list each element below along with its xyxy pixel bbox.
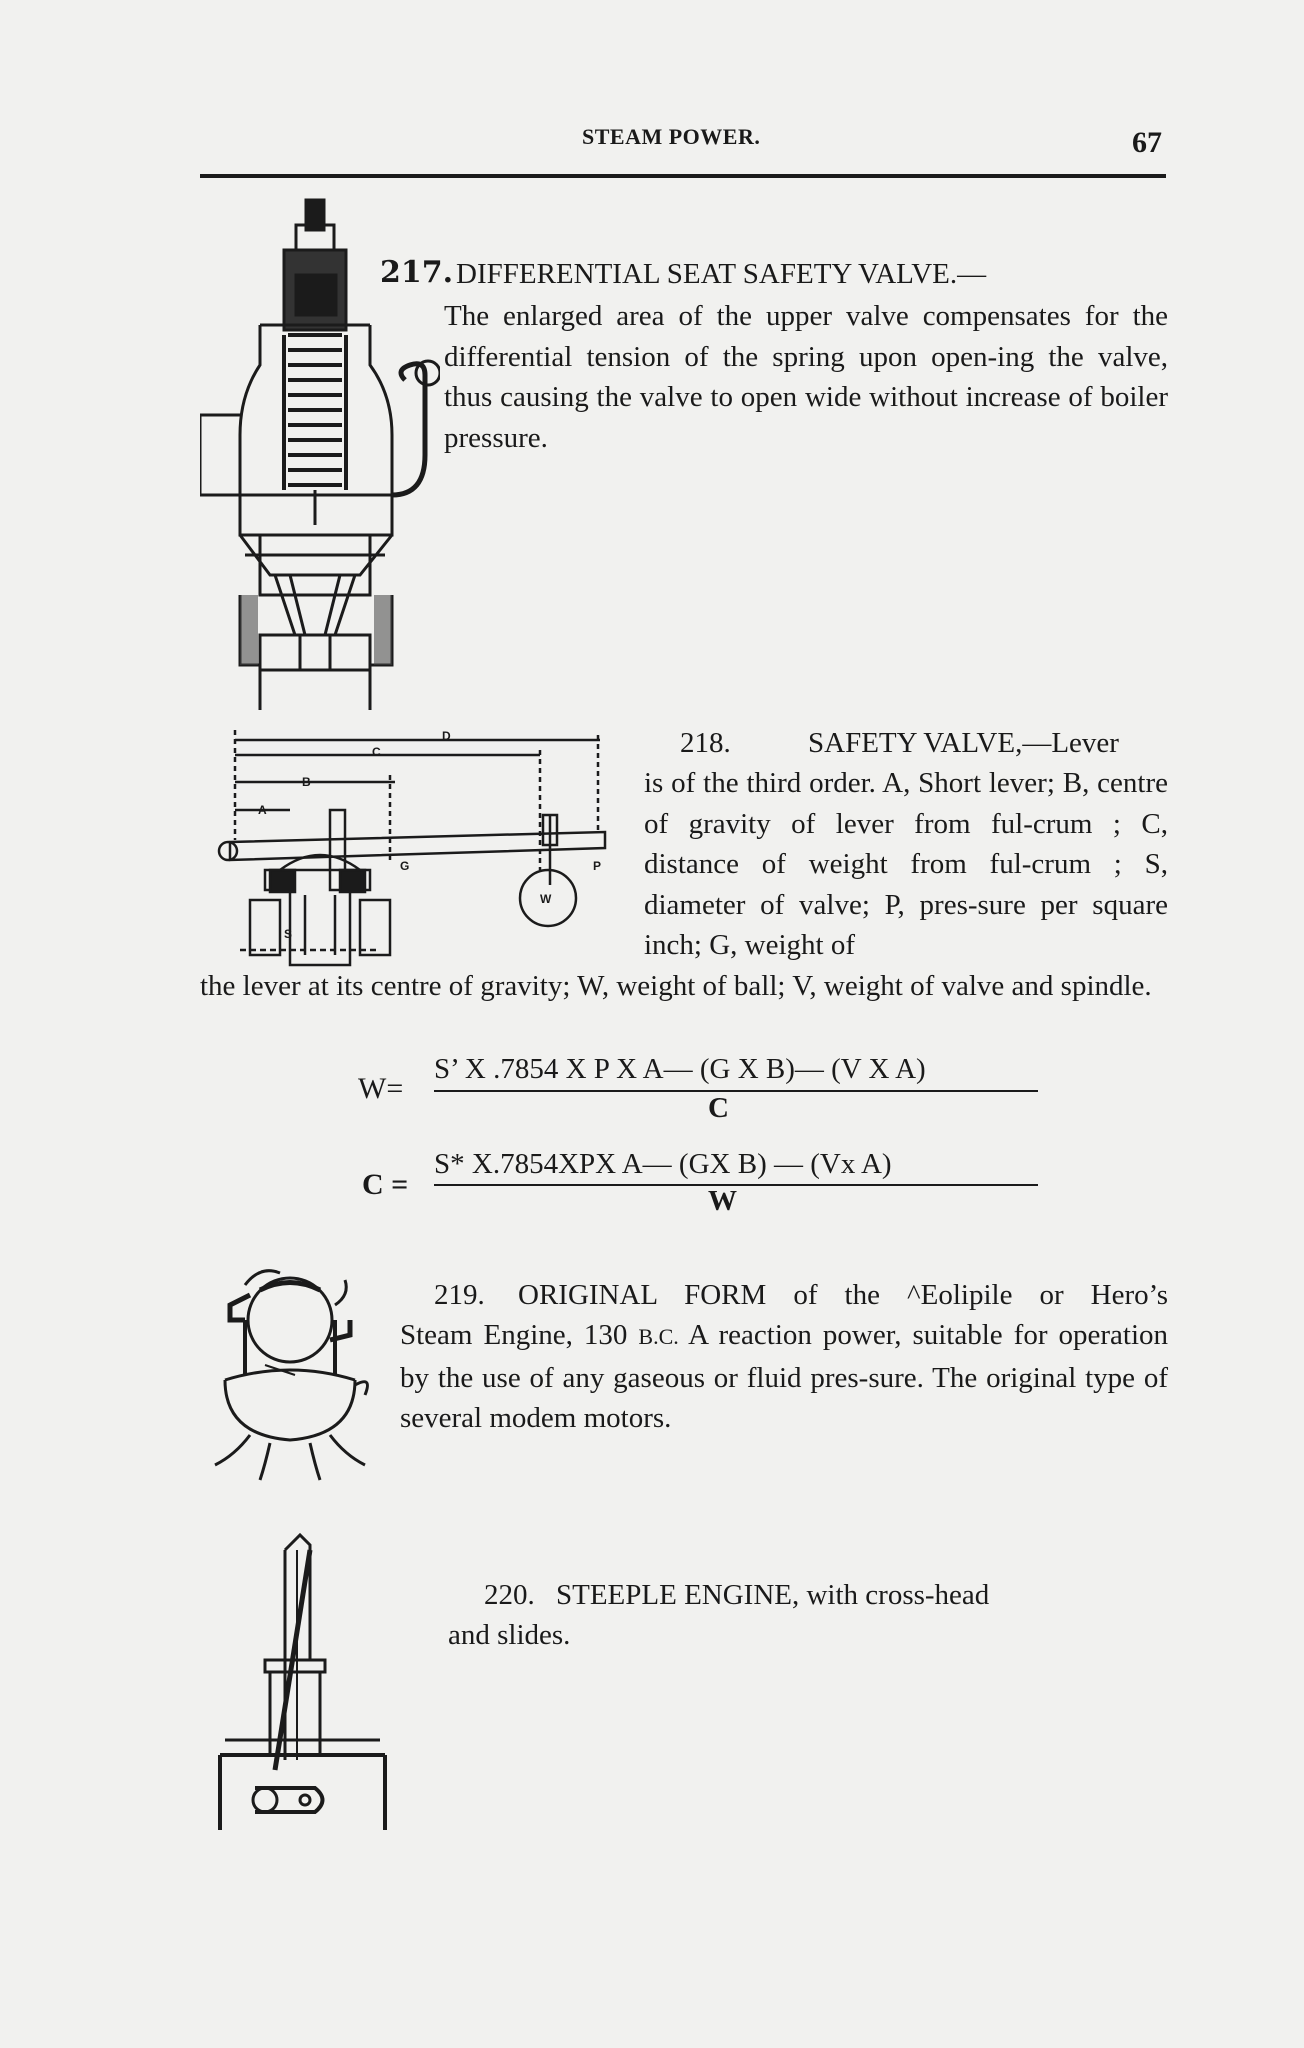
entry-220-body: and slides. <box>448 1619 571 1651</box>
label-A: A <box>258 803 267 817</box>
entry-218-body-wrapped: is of the third order. A, Short lever; B, centre of gravity of lever from ful-crum ; C, distance of weight from ful-crum ; S, diameter of valve; P, pres-sure per square inch; G, weight of <box>644 767 1168 961</box>
header-rule <box>200 174 1166 178</box>
entry-219-title: ORIGINAL FORM of the ^Eolipile or Hero’s <box>518 1279 1168 1311</box>
entry-219-body-a: Steam Engine, 130 <box>400 1319 628 1351</box>
label-C: C <box>372 745 381 759</box>
formula-w-numerator: S’ X .7854 X P X A— (G X B)— (V X A) <box>434 1053 926 1085</box>
formula-c-denominator: W <box>708 1185 737 1217</box>
label-S: S <box>284 927 293 941</box>
figure-218-lever-valve <box>210 720 610 975</box>
entry-217-number: 217. <box>380 255 454 290</box>
label-W: W <box>540 892 552 906</box>
label-B: B <box>302 775 311 789</box>
page-number: 67 <box>1132 126 1162 159</box>
entry-217-body: The enlarged area of the upper valve compensates for the differential tension of the spring upon open-ing the valve, thus causing the valve to open wide without increase of boiler pressure. <box>444 300 1168 454</box>
entry-220-title: STEEPLE ENGINE, with cross-head <box>556 1579 990 1611</box>
formula-c-numerator: S* X.7854XPX A— (GX B) — (Vx A) <box>434 1148 892 1180</box>
label-P: P <box>593 859 602 873</box>
entry-218-body-full: the lever at its centre of gravity; W, weight of ball; V, weight of valve and spindle. <box>200 970 1152 1002</box>
entry-217-title: DIFFERENTIAL SEAT SAFETY VALVE.— <box>456 258 987 290</box>
formula-w-denominator: C <box>708 1092 729 1124</box>
label-D: D <box>442 729 451 743</box>
figure-219-aeolipile <box>205 1265 375 1485</box>
entry-220-number: 220. <box>484 1579 535 1611</box>
entry-219-body <box>400 1315 1168 1439</box>
label-G: G <box>400 859 410 873</box>
figure-220-steeple-engine <box>215 1530 390 1830</box>
running-title: STEAM POWER. <box>582 124 761 149</box>
formula-c-lhs: C = <box>362 1168 409 1201</box>
entry-219-number: 219. <box>434 1279 485 1311</box>
entry-219-body-b: A reaction power, suitable for operation by the use of any gaseous or fluid pres-sure. The original type of several modem motors. <box>400 1319 1168 1434</box>
entry-218-number: 218. <box>680 727 731 759</box>
entry-219-era: B.C. <box>638 1324 679 1349</box>
entry-218-title: SAFETY VALVE,—Lever <box>808 727 1119 759</box>
formula-w-fraction-bar <box>434 1090 1038 1092</box>
formula-w-lhs: W= <box>358 1072 404 1105</box>
